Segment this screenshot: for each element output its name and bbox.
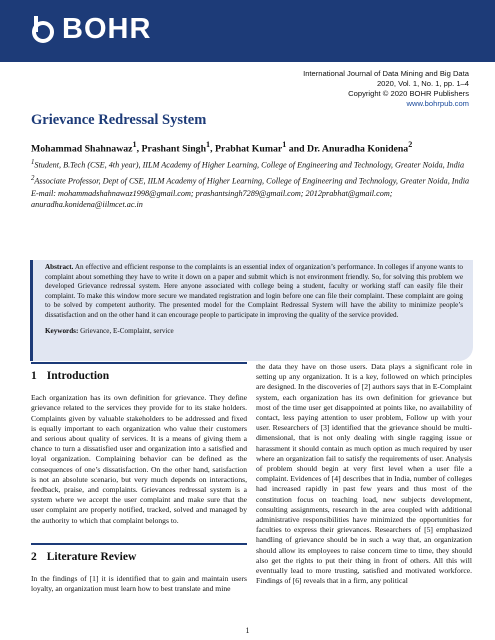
author-affil-sup: 2 (408, 140, 413, 149)
paper-title: Grievance Redressal System (31, 112, 207, 128)
author-name: Prashant Singh (141, 143, 207, 155)
right-column (256, 362, 472, 586)
section-title: Literature Review (46, 550, 137, 563)
affiliation-text: Associate Professor, Dept of CSE, IILM Academy of Higher Learning, College of Engineering and Technology, Greater Noida, India (34, 176, 470, 186)
literature-review-paragraph: In the findings of [1] it is identified that to gain and maintain users loyalty, an organization must learn how to best translate and mine (31, 574, 247, 594)
section-number: 1 (31, 370, 37, 382)
keywords (45, 327, 463, 337)
affiliations (31, 157, 471, 212)
publisher-name: BOHR (62, 13, 152, 45)
journal-copyright: Copyright © 2020 BOHR Publishers (348, 89, 469, 98)
author-name: Mohammad Shahnawaz (31, 143, 133, 155)
author-separator: , (136, 143, 142, 155)
abstract-box (30, 260, 473, 361)
author-name: Prabhat Kumar (215, 143, 283, 155)
author-emails: E-mail: mohammadshahnawaz1998@gmail.com; prashantsingh7289@gmail.com; 2012prabhat@gmail.com; anuradha.konidena@iilmcet.ac.in (31, 189, 393, 210)
section-title: Introduction (46, 370, 110, 382)
left-column (31, 362, 247, 594)
section-divider (31, 362, 247, 364)
author-separator: , (210, 143, 216, 155)
abstract-label: Abstract. (45, 263, 74, 271)
author-affil-sup: 1 (132, 140, 137, 149)
journal-name: International Journal of Data Mining and Big Data (303, 69, 469, 78)
section-heading-introduction (31, 371, 247, 381)
affiliation-2 (31, 173, 471, 187)
bohr-logo-icon (28, 14, 58, 44)
affiliation-text: Student, B.Tech (CSE, 4th year), IILM Academy of Higher Learning, College of Engineering and Technology, Greater Noida, India (34, 160, 465, 170)
affiliation-1 (31, 157, 471, 171)
publisher-header (0, 0, 495, 62)
author-separator: and (286, 143, 308, 155)
author-name: Dr. Anuradha Konidena (307, 143, 409, 155)
author-affil-sup: 1 (282, 140, 287, 149)
abstract-text: An effective and efficient response to the complaints is an essential index of organization’s performance. In colleges if anyone wants to complaint about something they have to write it down on a paper and submit which is not environment friendly. So, for solving this problem we developed Grievance redressal system. Here anyone associated with college being a student, faculty or working staff can easily file their complaint. To make this window more secure we mandated registration and login before one can file their complaint. These complaint are going to be solved by competent authority. The presented model for the Complaint Redressal System will have the ability to minimize people’s dissatisfaction and on the other hand it can encourage people to participate in improving the quality of the service provided. (45, 263, 463, 319)
author-list (31, 140, 412, 154)
journal-volume: 2020, Vol. 1, No. 1, pp. 1–4 (376, 79, 469, 88)
publisher-logo (28, 14, 151, 44)
introduction-paragraph: Each organization has its own definition for grievance. They define grievance related to the services they provide for to its stake holders. Complaints given by valuable stakeholders to be addressed and fixed is equally important to each organization who value their customers and serious about quality of services. It is a means of giving them a chance to turn a dissatisfied user and organization into a satisfied and loyal organization. Complaining behavior can be defined as the consequences of one’s dissatisfaction. On the other hand, satisfaction is not an absolute scenario, but very much depends on interactions, feedback, praise, and complaints. Grievances redressal system is a system where we accept the user complaint and make sure that the user complaint are properly notified, tracked, solved and managed by the authority to which that complaint belongs to. (31, 393, 247, 525)
affil-sup: 2 (31, 174, 35, 182)
section-heading-literature-review (31, 552, 247, 562)
affil-sup: 1 (31, 159, 35, 166)
abstract-body (45, 263, 463, 321)
literature-review-continued: the data they have on those users. Data plays a significant role in setting up any organization. It is a key, followed on which principles are designed. In the discoveries of [2] authors says that in E-Complaint system, each organization has its own definition for grievance but most of the time user get disappointed at points like, no availability of contact, less paying attention to user problem, Follow up with your user. Researchers of [3] identified that the grievance should be multi-dimensional, that is not only dealing with single ragging issue or harassment it should contain as much option as much required by user where an organization fail to satisfy the requirements of user. Analysis of problem should begin at very first level when a user file a complaint. Evidences of [4] describes that in India, number of colleges had increased rapidly in past few years and thus most of the constitution focus on teaching load, new subjects development, consulting assignments, research in the area coupled with additional administrative responsibilities have minimized the opportunities for faculties to express their grievances. Researchers of [5] emphasized handling of grievance should be in such a way that, an organization should allow its employees to raise concern time to time, they should also get the rights to put their thing in front of others. All this will eventually lead to more trusting, satisfied and motivated workforce. Findings of [6] reveals that in a firm, any political (256, 362, 472, 586)
section-divider (31, 543, 247, 545)
journal-info (303, 69, 469, 109)
page-number: 1 (245, 626, 250, 635)
keywords-text: Grievance, E-Complaint, service (80, 326, 174, 335)
section-number: 2 (31, 550, 37, 563)
author-affil-sup: 1 (206, 140, 211, 149)
keywords-label: Keywords: (45, 326, 79, 335)
journal-url-link[interactable]: www.bohrpub.com (406, 99, 469, 108)
